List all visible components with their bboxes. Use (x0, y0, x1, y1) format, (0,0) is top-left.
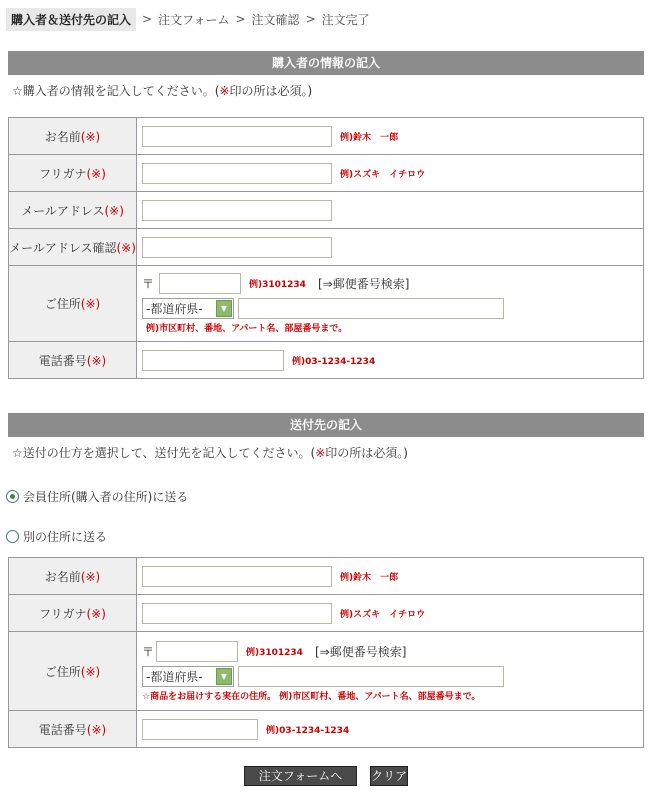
required-mark: (※) (80, 297, 101, 311)
buyer-note (12, 82, 312, 99)
delivery-kana-example: 例)スズキ イチロウ (340, 609, 426, 620)
delivery-row-address (9, 632, 644, 711)
required-mark: (※) (86, 722, 107, 737)
delivery-prefecture-value: -都道府県- (146, 669, 203, 684)
breadcrumb-step-order-complete: 注文完了 (321, 12, 370, 27)
delivery-prefecture-select[interactable] (142, 666, 234, 687)
buyer-row-phone (9, 342, 644, 379)
delivery-option-other[interactable] (6, 528, 107, 545)
buyer-name-example: 例)鈴木 一郎 (340, 132, 399, 143)
buyer-name-label: お名前(※) (9, 118, 137, 155)
buyer-phone-input[interactable] (142, 350, 284, 371)
buyer-address-hint: 例)市区町村、番地、アパート名、部屋番号まで。 (146, 324, 348, 334)
delivery-phone-input[interactable] (142, 719, 258, 740)
breadcrumb-separator: > (305, 12, 316, 26)
delivery-address-hint: ☆商品をお届けする実在の住所。 例)市区町村、番地、アパート名、部屋番号まで。 (142, 691, 481, 702)
buyer-prefecture-select[interactable] (142, 298, 234, 319)
buyer-phone-label: 電話番号(※) (9, 342, 137, 379)
delivery-address-input[interactable] (238, 666, 504, 687)
required-mark: (※) (86, 166, 106, 181)
buyer-email-confirm-input[interactable] (142, 237, 332, 258)
required-mark: (※) (80, 129, 101, 144)
required-mark: (※) (80, 664, 101, 679)
delivery-zip-search-link[interactable]: [⇒郵便番号検索] (314, 644, 407, 659)
delivery-option-member-label: 会員住所(購入者の住所)に送る (23, 490, 189, 504)
clear-button[interactable]: クリア (370, 766, 408, 786)
delivery-zip-input[interactable] (156, 641, 238, 662)
radio-unselected-icon[interactable] (6, 530, 19, 543)
required-mark: (※) (104, 203, 124, 218)
buyer-zip-search-link[interactable]: [⇒郵便番号検索] (317, 277, 410, 291)
delivery-row-phone (9, 711, 644, 748)
buyer-section-header: 購入者の情報の記入 (8, 51, 644, 75)
radio-selected-icon[interactable] (6, 490, 19, 503)
buyer-row-kana (9, 155, 644, 192)
buyer-note-prefix: ☆購入者の情報を記入してください。( (12, 84, 220, 98)
breadcrumb-separator: > (142, 12, 153, 26)
buyer-name-input[interactable] (142, 126, 332, 147)
buyer-note-suffix: 印の所は必須。) (229, 84, 313, 98)
buyer-prefecture-value: -都道府県- (146, 302, 203, 316)
delivery-phone-example: 例)03-1234-1234 (266, 725, 350, 736)
delivery-note (12, 444, 408, 461)
breadcrumb-separator: > (235, 12, 246, 26)
required-mark: ※ (315, 446, 326, 460)
delivery-form-table (8, 557, 644, 748)
delivery-row-name (9, 558, 644, 595)
required-mark: (※) (80, 569, 101, 584)
postal-mark-icon: 〒 (142, 644, 155, 659)
buyer-email-input[interactable] (142, 200, 332, 221)
delivery-name-example: 例)鈴木 一郎 (340, 572, 399, 583)
chevron-down-icon[interactable]: ▼ (216, 300, 232, 317)
delivery-kana-label: フリガナ(※) (9, 595, 137, 632)
delivery-note-suffix: 印の所は必須。) (325, 446, 408, 460)
buyer-row-address (9, 266, 644, 342)
delivery-address-label: ご住所(※) (9, 632, 137, 711)
submit-order-form-button[interactable]: 注文フォームへ (244, 766, 357, 786)
delivery-note-prefix: ☆送付の仕方を選択して、送付先を記入してください。( (12, 446, 316, 460)
delivery-option-member[interactable] (6, 488, 188, 505)
chevron-down-icon[interactable]: ▼ (216, 668, 232, 685)
delivery-zip-example: 例)3101234 (246, 647, 303, 658)
buyer-form-table (8, 117, 644, 379)
buyer-phone-example: 例)03-1234-1234 (292, 356, 376, 367)
buyer-email-confirm-label: メールアドレス確認(※) (9, 229, 137, 266)
delivery-row-kana (9, 595, 644, 632)
buyer-email-label: メールアドレス(※) (9, 192, 137, 229)
buyer-row-email (9, 192, 644, 229)
delivery-phone-label: 電話番号(※) (9, 711, 137, 748)
delivery-kana-input[interactable] (142, 603, 332, 624)
breadcrumb-step-order-form: 注文フォーム (158, 12, 230, 27)
buyer-kana-input[interactable] (142, 163, 332, 184)
required-mark: (※) (116, 240, 136, 255)
required-mark: (※) (86, 606, 106, 621)
buyer-address-input[interactable] (238, 298, 504, 319)
postal-mark-icon: 〒 (142, 277, 155, 291)
breadcrumb (6, 8, 370, 30)
buyer-kana-label: フリガナ(※) (9, 155, 137, 192)
delivery-name-input[interactable] (142, 566, 332, 587)
buyer-zip-input[interactable] (159, 273, 241, 294)
buyer-kana-example: 例)スズキ イチロウ (340, 169, 426, 180)
buyer-zip-example: 例)3101234 (249, 280, 306, 290)
buyer-row-email-confirm (9, 229, 644, 266)
required-mark: ※ (219, 84, 230, 98)
delivery-section-header: 送付先の記入 (8, 413, 644, 437)
delivery-name-label: お名前(※) (9, 558, 137, 595)
required-mark: (※) (86, 353, 107, 368)
breadcrumb-step-order-confirm: 注文確認 (251, 12, 300, 27)
delivery-option-other-label: 別の住所に送る (23, 530, 108, 544)
breadcrumb-current: 購入者＆送付先の記入 (6, 8, 136, 31)
buyer-row-name (9, 118, 644, 155)
buyer-address-label: ご住所(※) (9, 266, 137, 342)
